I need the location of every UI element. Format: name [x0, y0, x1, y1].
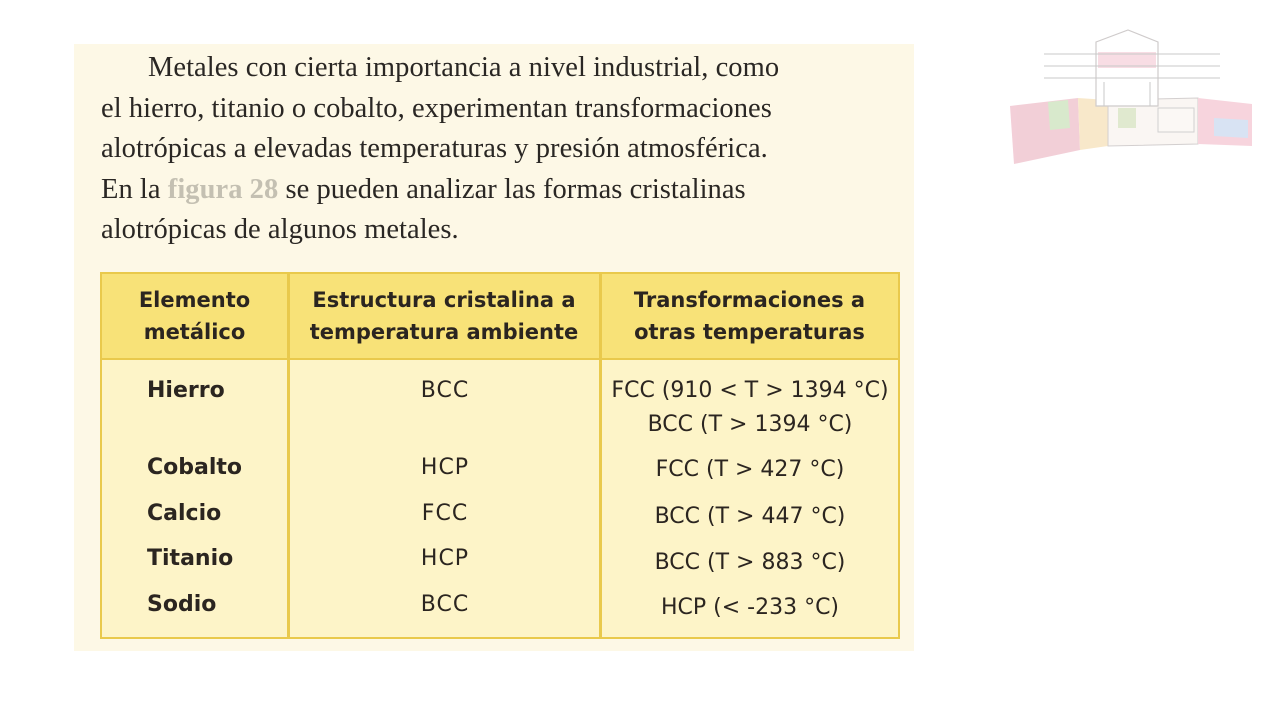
transformation-value: FCC (T > 427 °C): [655, 457, 845, 482]
scanned-page: [74, 44, 914, 651]
header-structure: [289, 274, 599, 358]
figure-reference: figura 28: [167, 173, 279, 205]
structure-value: BCC: [420, 592, 470, 617]
header-line: metálico: [143, 320, 246, 344]
header-line: Estructura cristalina a: [312, 288, 576, 312]
paragraph-line: Metales con cierta importancia a nivel industrial, como: [148, 52, 780, 83]
structure-value: BCC: [420, 378, 470, 403]
transformation-value: BCC (T > 1394 °C): [647, 412, 853, 437]
transformation-value: FCC (910 < T > 1394 °C): [611, 378, 889, 403]
logo-wing-left: [1010, 98, 1080, 164]
logo-tile: [1118, 108, 1136, 128]
element-name: Cobalto: [147, 455, 243, 480]
element-name: Hierro: [147, 378, 225, 403]
school-building-logo-icon: [1008, 28, 1254, 168]
paragraph-line: alotrópicas a elevadas temperaturas y presión atmosférica.: [101, 133, 768, 164]
transformation-value: BCC (T > 447 °C): [654, 504, 846, 529]
header-element: [102, 274, 287, 358]
header-transformations: [601, 274, 898, 358]
element-name: Titanio: [147, 546, 234, 571]
intro-paragraph: [101, 48, 901, 251]
paragraph-text: En la: [101, 173, 168, 205]
paragraph-line: el hierro, titanio o cobalto, experimentan transformaciones: [101, 92, 772, 124]
structure-value: HCP: [420, 455, 470, 480]
element-name: Sodio: [147, 592, 217, 617]
logo-tile: [1048, 100, 1070, 130]
paragraph-line: alotrópicas de algunos metales.: [101, 214, 459, 245]
element-name: Calcio: [147, 501, 222, 526]
transformation-value: HCP (< -233 °C): [660, 595, 840, 620]
header-line: otras temperaturas: [634, 320, 865, 344]
header-line: temperatura ambiente: [309, 320, 579, 344]
header-line: Elemento: [138, 288, 251, 312]
transformation-value: BCC (T > 883 °C): [654, 550, 846, 575]
logo-tile: [1214, 118, 1248, 138]
paragraph-line: [101, 170, 901, 211]
paragraph-text: se pueden analizar las formas cristalinas: [278, 173, 746, 205]
header-line: Transformaciones a: [633, 288, 866, 312]
structure-value: HCP: [420, 546, 470, 571]
logo-door: [1158, 108, 1194, 132]
allotropy-table: [100, 272, 900, 639]
structure-value: FCC: [421, 501, 469, 526]
